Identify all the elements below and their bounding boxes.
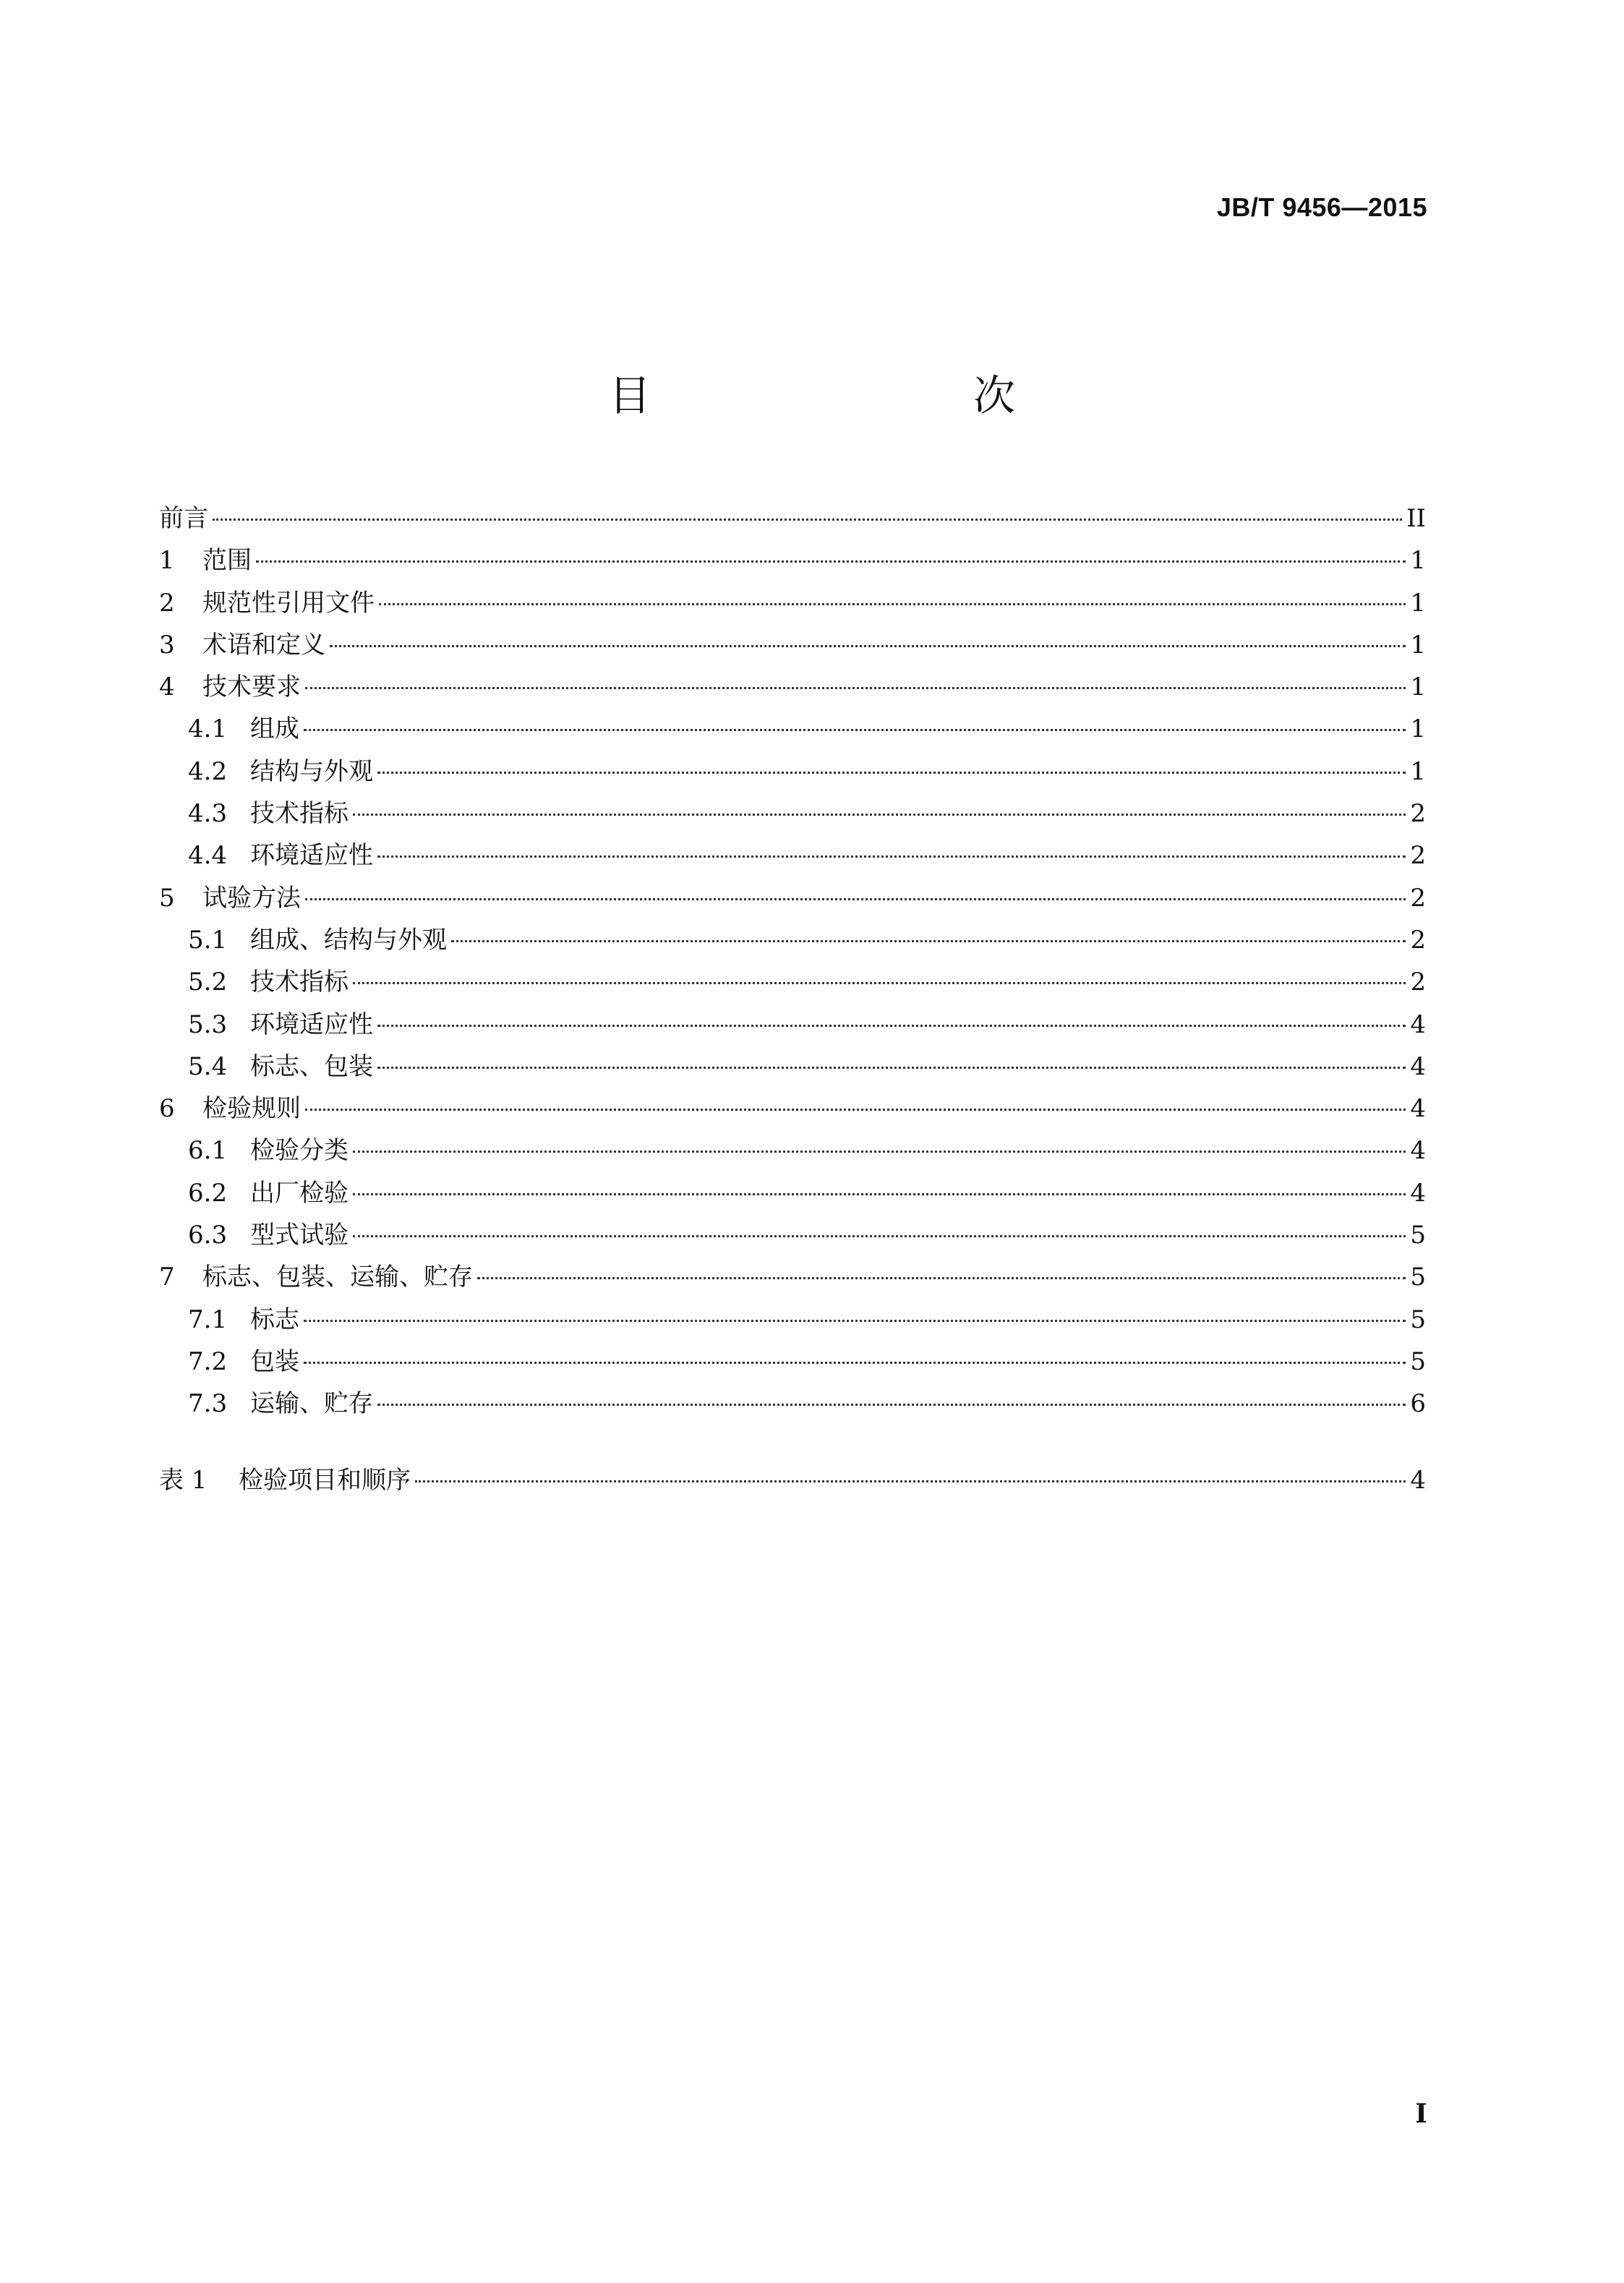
dot-leader [353,982,1406,984]
toc-entry[interactable] [159,751,1426,793]
entry-label: 检验分类 [250,1136,349,1166]
entry-number: 7.3 [188,1389,228,1419]
entry-page-number: 4 [1410,1136,1426,1166]
toc-entry[interactable] [159,666,1426,708]
entry-number: 表 1 [159,1466,208,1495]
dot-leader [415,1480,1406,1482]
dot-leader [377,1067,1406,1069]
dot-leader [304,1320,1406,1322]
entry-page-number: 4 [1410,1051,1426,1081]
entry-number: 5.2 [188,968,228,997]
entry-label: 前言 [159,504,208,533]
entry-page-number: 1 [1410,673,1426,702]
entry-label: 范围 [202,546,252,576]
toc-entry[interactable] [159,1341,1426,1383]
dot-leader [353,1193,1406,1195]
page-title: 目 次 [608,371,1095,420]
entry-page-number: 4 [1410,1466,1426,1495]
dot-leader [353,1151,1406,1153]
entry-page-number: 5 [1410,1221,1426,1250]
entry-number: 5.4 [188,1051,228,1081]
table-entry[interactable] [159,1459,1426,1501]
toc-entry[interactable] [159,877,1426,919]
toc-entry[interactable] [159,1383,1426,1425]
entry-number: 6.1 [188,1136,228,1166]
toc-entry[interactable] [159,708,1426,750]
dot-leader [353,814,1406,816]
entry-number: 3 [159,630,175,660]
toc-entry[interactable] [159,1214,1426,1256]
toc-entry[interactable] [159,835,1426,876]
entry-label: 技术指标 [250,968,349,997]
toc-entry[interactable] [159,1004,1426,1046]
entry-page-number: 2 [1410,841,1426,871]
entry-label: 标志 [250,1305,299,1334]
entry-label: 标志、包装、运输、贮存 [202,1263,473,1292]
toc-entry[interactable] [159,793,1426,835]
entry-label: 规范性引用文件 [202,588,375,618]
entry-number: 4.4 [188,841,228,871]
page-number: I [1415,2099,1427,2129]
dot-leader [305,1109,1406,1111]
entry-page-number: 2 [1410,925,1426,955]
dot-leader [305,687,1406,689]
toc-entry[interactable] [159,624,1426,666]
entry-number: 4.1 [188,714,228,744]
dot-leader [353,1235,1406,1237]
entry-label: 组成、结构与外观 [250,925,447,955]
entry-label: 检验规则 [202,1094,301,1124]
entry-label: 包装 [250,1347,299,1376]
entry-page-number: 1 [1410,588,1426,618]
toc-entry[interactable] [159,1172,1426,1214]
document-code: JB/T 9456—2015 [1216,192,1427,222]
toc-entry[interactable] [159,1256,1426,1298]
table-of-contents [159,498,1426,1425]
toc-entry[interactable] [159,498,1426,539]
dot-leader [377,855,1406,858]
entry-page-number: 1 [1410,546,1426,576]
dot-leader [451,940,1406,942]
entry-number: 7.1 [188,1305,228,1334]
entry-label: 结构与外观 [250,756,373,786]
entry-label: 环境适应性 [250,1010,373,1039]
entry-number: 5 [159,883,175,913]
entry-number: 5.3 [188,1010,228,1039]
dot-leader [304,729,1406,731]
entry-label: 运输、贮存 [250,1389,373,1419]
entry-page-number: 5 [1410,1347,1426,1376]
dot-leader [377,772,1406,774]
dot-leader [379,603,1406,605]
dot-leader [305,898,1406,900]
entry-page-number: 6 [1410,1389,1426,1419]
toc-entry[interactable] [159,1299,1426,1341]
entry-label: 组成 [250,714,299,744]
entry-number: 4 [159,673,175,702]
entry-page-number: II [1406,504,1426,533]
entry-number: 6.2 [188,1178,228,1208]
entry-number: 1 [159,546,175,576]
toc-entry[interactable] [159,919,1426,961]
entry-label: 出厂检验 [250,1178,349,1208]
toc-entry[interactable] [159,1088,1426,1130]
entry-page-number: 1 [1410,630,1426,660]
entry-number: 5.1 [188,925,228,955]
dot-leader [377,1404,1406,1406]
dot-leader [477,1277,1406,1279]
dot-leader [377,1025,1406,1027]
entry-number: 7 [159,1263,175,1292]
entry-label: 试验方法 [202,883,301,913]
dot-leader [213,519,1402,521]
entry-page-number: 2 [1410,799,1426,829]
entry-number: 6.3 [188,1221,228,1250]
toc-entry[interactable] [159,539,1426,581]
entry-label: 型式试验 [250,1221,349,1250]
entry-number: 4.2 [188,756,228,786]
entry-page-number: 4 [1410,1178,1426,1208]
dot-leader [330,645,1406,647]
toc-entry[interactable] [159,1046,1426,1088]
entry-number: 7.2 [188,1347,228,1376]
entry-page-number: 2 [1410,968,1426,997]
entry-page-number: 5 [1410,1305,1426,1334]
toc-entry[interactable] [159,961,1426,1003]
entry-label: 环境适应性 [250,841,373,871]
entry-label: 标志、包装 [250,1051,373,1081]
list-of-tables [159,1459,1426,1501]
toc-entry[interactable] [159,1130,1426,1172]
entry-label: 检验项目和顺序 [239,1466,411,1495]
entry-page-number: 1 [1410,756,1426,786]
entry-page-number: 2 [1410,883,1426,913]
entry-label: 技术指标 [250,799,349,829]
entry-label: 术语和定义 [202,630,325,660]
entry-page-number: 4 [1410,1010,1426,1039]
entry-page-number: 1 [1410,714,1426,744]
entry-number: 2 [159,588,175,618]
entry-page-number: 5 [1410,1263,1426,1292]
entry-page-number: 4 [1410,1094,1426,1124]
entry-number: 4.3 [188,799,228,829]
entry-label: 技术要求 [202,673,301,702]
dot-leader [304,1362,1406,1364]
toc-entry[interactable] [159,582,1426,624]
dot-leader [256,560,1406,563]
entry-number: 6 [159,1094,175,1124]
